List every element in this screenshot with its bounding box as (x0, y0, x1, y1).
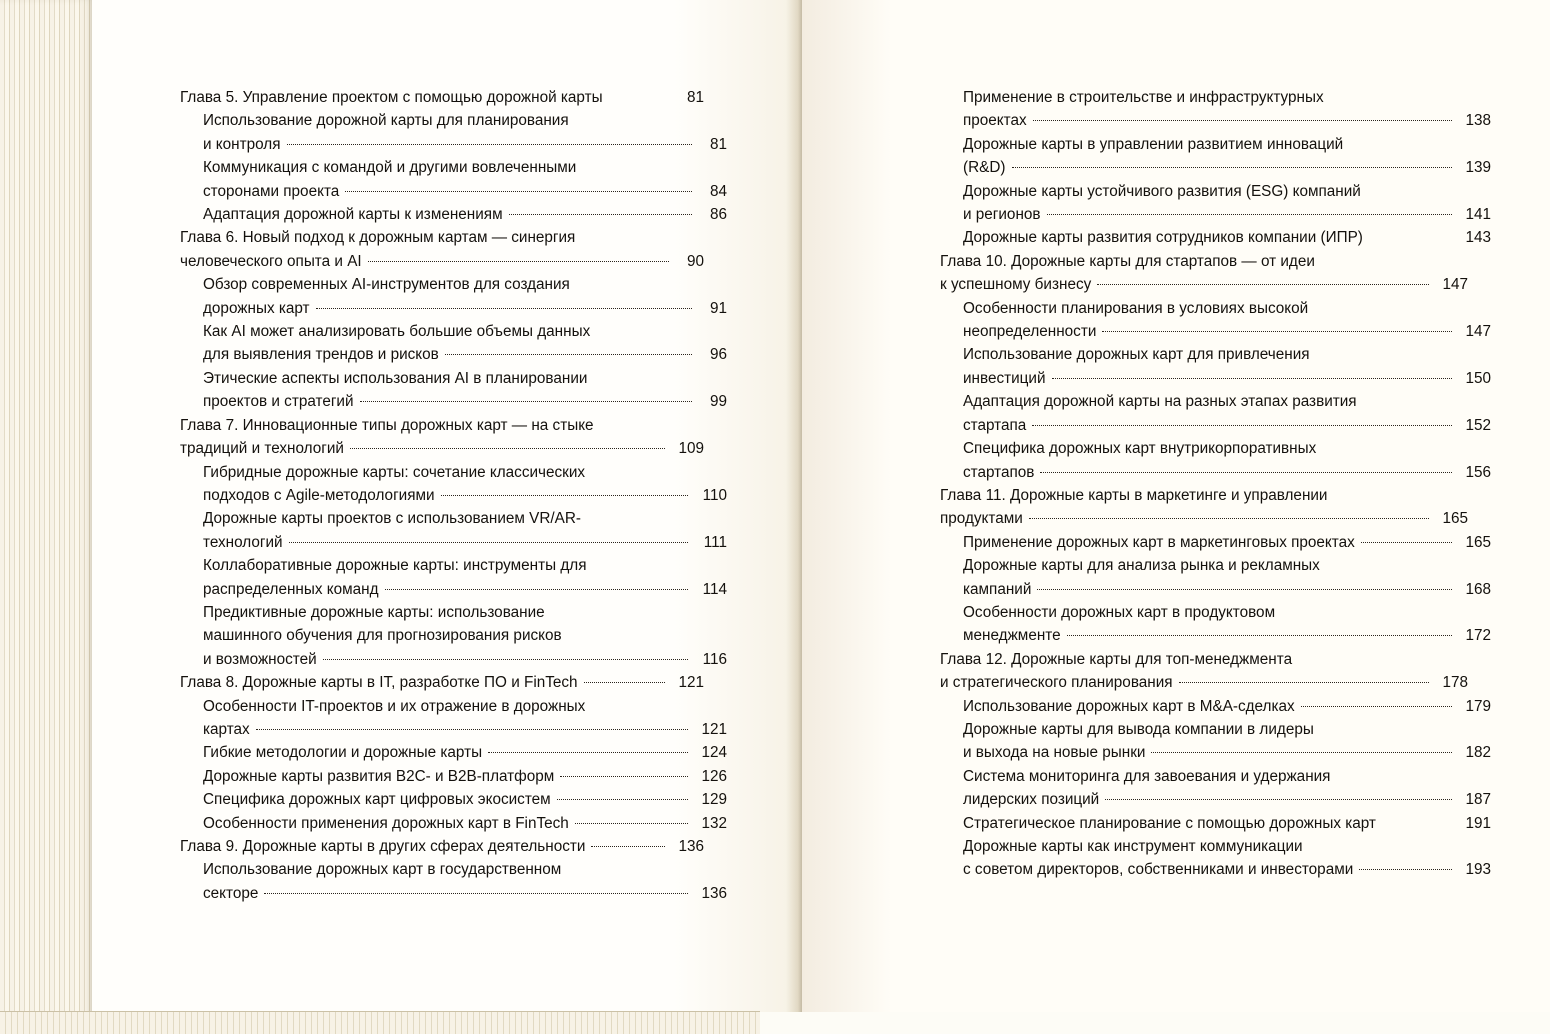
toc-entry (180, 320, 727, 343)
toc-entry (180, 133, 727, 156)
toc-dot-leader (1367, 191, 1456, 192)
toc-dot-leader (1033, 119, 1452, 121)
toc-dot-leader (560, 775, 688, 777)
toc-entry (940, 578, 1491, 601)
toc-entry-title: технологий (203, 533, 283, 551)
toc-dot-leader (1321, 261, 1433, 262)
toc-entry (180, 718, 727, 741)
toc-entry (940, 250, 1468, 273)
toc-dot-leader (551, 612, 692, 613)
toc-entry (940, 297, 1491, 320)
toc-entry-title: неопределенности (963, 323, 1097, 341)
toc-entry-title: менеджменте (963, 627, 1061, 645)
toc-entry-title: Адаптация дорожной карты на разных этапах развития (963, 393, 1357, 411)
toc-entry (940, 133, 1491, 156)
toc-entry-title: Особенности планирования в условиях высокой (963, 299, 1309, 317)
toc-right-column (940, 86, 1491, 882)
toc-entry-title: Дорожные карты для анализа рынка и рекламных (963, 557, 1320, 575)
toc-entry (180, 812, 727, 835)
toc-entry (180, 250, 704, 273)
toc-page-number: 126 (701, 767, 727, 785)
toc-dot-leader (1309, 846, 1456, 847)
toc-entry-title: Обзор современных AI-инструментов для создания (203, 276, 570, 294)
toc-entry (180, 203, 727, 226)
toc-dot-leader (1320, 729, 1456, 730)
toc-page-number: 91 (709, 299, 727, 317)
toc-entry-title: Использование дорожной карты для планирования (203, 112, 569, 130)
toc-entry (180, 648, 727, 671)
toc-entry-title: Глава 6. Новый подход к дорожным картам — синергия (180, 229, 576, 247)
toc-dot-leader (591, 472, 692, 473)
toc-dot-leader (1301, 705, 1452, 707)
toc-entry-title: Глава 5. Управление проектом с помощью дорожной карты (180, 89, 603, 106)
toc-entry-title: кампаний (963, 580, 1032, 598)
toc-entry-title: проектах (963, 112, 1027, 130)
toc-dot-leader (1097, 283, 1429, 285)
toc-entry (940, 507, 1468, 530)
toc-entry-title: Дорожные карты в управлении развитием инноваций (963, 135, 1344, 153)
toc-entry (940, 461, 1491, 484)
toc-left-column (180, 86, 727, 905)
toc-entry-title: Коммуникация с командой и другими вовлеченными (203, 159, 577, 177)
toc-dot-leader (1316, 354, 1456, 355)
toc-dot-leader (1361, 541, 1452, 543)
toc-entry-title: сторонами проекта (203, 182, 340, 200)
toc-entry (180, 671, 704, 694)
toc-page-number: 179 (1465, 697, 1491, 715)
toc-entry-title: и регионов (963, 206, 1041, 224)
toc-entry (180, 390, 727, 413)
toc-dot-leader (1322, 448, 1456, 449)
toc-page-number: 110 (702, 486, 727, 504)
toc-entry-title: Применение в строительстве и инфраструктурных (963, 89, 1324, 106)
toc-entry-title: машинного обучения для прогнозирования рисков (203, 627, 562, 645)
toc-page-number: 90 (686, 252, 704, 270)
toc-entry (940, 788, 1491, 811)
toc-entry (180, 156, 727, 179)
page-right (802, 0, 1550, 1012)
toc-dot-leader (1151, 751, 1452, 753)
toc-entry-title: проектов и стратегий (203, 393, 354, 411)
toc-entry-title: (R&D) (963, 159, 1006, 177)
toc-dot-leader (591, 706, 692, 707)
toc-dot-leader (587, 518, 692, 519)
toc-entry-title: секторе (203, 884, 259, 902)
toc-page-number: 129 (701, 791, 727, 809)
toc-entry-title: Дорожные карты проектов с использованием VR/AR- (203, 510, 582, 528)
toc-dot-leader (323, 658, 688, 660)
toc-entry (180, 180, 727, 203)
toc-entry-title: традиций и технологий (180, 440, 344, 458)
toc-entry-title: Использование дорожных карт в государственном (203, 861, 562, 879)
toc-entry (940, 273, 1468, 296)
toc-entry-title: Глава 7. Инновационные типы дорожных карт — на стыке (180, 416, 594, 434)
toc-page-number: 124 (701, 744, 727, 762)
toc-dot-leader (1012, 166, 1453, 168)
toc-dot-leader (1333, 495, 1433, 496)
toc-dot-leader (287, 143, 692, 145)
toc-dot-leader (1032, 424, 1452, 426)
toc-entry (940, 437, 1491, 460)
toc-entry-title: к успешному бизнесу (940, 276, 1092, 294)
toc-dot-leader (568, 635, 692, 636)
toc-entry (180, 484, 727, 507)
toc-entry (940, 180, 1491, 203)
toc-entry (940, 671, 1468, 694)
toc-page-number: 116 (702, 650, 727, 668)
toc-entry-title: Применение дорожных карт в маркетинговых проектах (963, 533, 1355, 551)
toc-page-number: 150 (1465, 369, 1491, 387)
toc-entry-title: инвестиций (963, 369, 1046, 387)
toc-entry (180, 835, 704, 858)
toc-page-number: 114 (702, 580, 727, 598)
toc-dot-leader (1179, 681, 1429, 683)
toc-dot-leader (368, 260, 669, 262)
toc-entry (180, 578, 727, 601)
toc-entry-title: Глава 11. Дорожные карты в маркетинге и управлении (940, 486, 1328, 504)
toc-dot-leader (1363, 401, 1456, 402)
toc-page-number: 86 (709, 206, 727, 224)
toc-entry (180, 109, 727, 132)
toc-entry (940, 414, 1491, 437)
toc-page-number: 136 (678, 838, 704, 855)
toc-entry (180, 531, 727, 554)
toc-entry-title: Глава 9. Дорожные карты в других сферах деятельности (180, 838, 586, 855)
toc-page-number: 139 (1465, 159, 1491, 177)
toc-entry-title: Система мониторинга для завоевания и удержания (963, 767, 1331, 785)
toc-entry (940, 624, 1491, 647)
toc-entry (180, 461, 727, 484)
toc-dot-leader (360, 400, 692, 402)
toc-entry-title: Использование дорожных карт для привлечения (963, 346, 1310, 364)
toc-entry-title: Предиктивные дорожные карты: использование (203, 603, 545, 621)
toc-entry (180, 86, 704, 109)
toc-dot-leader (581, 237, 669, 238)
toc-page-number: 147 (1442, 276, 1468, 294)
toc-entry-title: Глава 10. Дорожные карты для стартапов — от идеи (940, 252, 1315, 270)
toc-dot-leader (385, 588, 688, 590)
toc-page-number: 165 (1465, 533, 1491, 551)
toc-entry-title: картах (203, 720, 250, 738)
toc-entry (180, 601, 727, 624)
toc-entry-title: и стратегического планирования (940, 674, 1173, 692)
toc-entry (940, 320, 1491, 343)
toc-page-number: 138 (1465, 112, 1491, 130)
toc-dot-leader (1369, 237, 1452, 238)
toc-page-number: 168 (1465, 580, 1491, 598)
toc-entry-title: Дорожные карты как инструмент коммуникации (963, 838, 1303, 855)
toc-dot-leader (593, 378, 692, 379)
toc-dot-leader (1105, 798, 1452, 800)
toc-page-number: 132 (701, 814, 727, 832)
page-edge-stack-left (0, 0, 93, 1034)
toc-entry (940, 741, 1491, 764)
toc-dot-leader (593, 565, 693, 566)
toc-entry (940, 718, 1491, 741)
toc-entry (940, 367, 1491, 390)
toc-dot-leader (345, 190, 692, 192)
toc-entry-title: стартапов (963, 463, 1035, 481)
toc-page-number: 193 (1465, 861, 1491, 879)
toc-entry-title: Стратегическое планирование с помощью дорожных карт (963, 814, 1376, 832)
toc-entry (940, 203, 1491, 226)
toc-dot-leader (1359, 868, 1452, 870)
toc-entry-title: с советом директоров, собственниками и инвесторами (963, 861, 1354, 879)
toc-entry-title: Как AI может анализировать большие объемы данных (203, 323, 591, 341)
toc-entry (180, 554, 727, 577)
toc-dot-leader (488, 751, 688, 753)
toc-entry-title: и выхода на новые рынки (963, 744, 1146, 762)
toc-dot-leader (509, 213, 692, 215)
toc-dot-leader (1029, 517, 1429, 519)
toc-entry-title: распределенных команд (203, 580, 379, 598)
toc-page-number: 156 (1465, 463, 1491, 481)
toc-dot-leader (575, 822, 688, 824)
toc-entry (180, 297, 727, 320)
toc-dot-leader (289, 541, 688, 543)
toc-entry-title: Особенности дорожных карт в продуктовом (963, 603, 1276, 621)
toc-dot-leader (567, 869, 692, 870)
toc-entry-title: Глава 12. Дорожные карты для топ-менеджмента (940, 650, 1293, 668)
toc-entry (180, 343, 727, 366)
toc-page-number: 96 (709, 346, 727, 364)
toc-dot-leader (256, 728, 688, 730)
toc-dot-leader (1052, 377, 1452, 379)
toc-entry-title: Глава 8. Дорожные карты в IT, разработке ПО и FinTech (180, 674, 578, 692)
page-edge-stack-bottom (0, 1011, 760, 1034)
toc-entry (940, 390, 1491, 413)
toc-entry (940, 484, 1468, 507)
toc-page-number: 182 (1465, 744, 1491, 762)
toc-page-number: 84 (709, 182, 727, 200)
toc-page-number: 152 (1465, 416, 1491, 434)
toc-page-number: 121 (678, 674, 704, 692)
toc-entry-title: Дорожные карты развития сотрудников компании (ИПР) (963, 229, 1363, 247)
toc-dot-leader (1336, 776, 1456, 777)
toc-entry (180, 858, 727, 881)
toc-entry (940, 343, 1491, 366)
toc-entry (940, 695, 1491, 718)
toc-dot-leader (591, 845, 665, 847)
toc-dot-leader (1102, 330, 1452, 332)
toc-dot-leader (557, 798, 688, 800)
toc-dot-leader (596, 331, 692, 332)
toc-entry (180, 765, 727, 788)
toc-dot-leader (1067, 634, 1452, 636)
toc-page-number: 136 (701, 884, 727, 902)
toc-page-number: 81 (686, 89, 704, 106)
toc-entry (180, 882, 727, 905)
toc-entry-title: Дорожные карты для вывода компании в лидеры (963, 720, 1314, 738)
toc-dot-leader (1037, 588, 1452, 590)
toc-dot-leader (1314, 308, 1456, 309)
toc-entry (180, 695, 727, 718)
toc-entry-title: Использование дорожных карт в M&A-сделках (963, 697, 1295, 715)
toc-entry (940, 812, 1491, 835)
toc-entry (940, 86, 1491, 109)
toc-dot-leader (584, 681, 665, 683)
toc-dot-leader (1298, 659, 1433, 660)
toc-dot-leader (1040, 471, 1452, 473)
toc-entry-title: для выявления трендов и рисков (203, 346, 439, 364)
toc-entry-title: Гибридные дорожные карты: сочетание классических (203, 463, 586, 481)
toc-entry-title: Адаптация дорожной карты к изменениям (203, 206, 503, 224)
toc-page-number: 187 (1465, 791, 1491, 809)
toc-page-number: 99 (709, 393, 727, 411)
toc-dot-leader (576, 284, 692, 285)
toc-page-number: 178 (1442, 674, 1468, 692)
toc-entry (940, 765, 1491, 788)
toc-entry (940, 835, 1491, 858)
toc-dot-leader (316, 307, 692, 309)
toc-entry (180, 507, 727, 530)
toc-entry (940, 531, 1491, 554)
toc-entry-title: Специфика дорожных карт внутрикорпоративных (963, 440, 1317, 458)
toc-entry (940, 156, 1491, 179)
toc-entry-title: и контроля (203, 135, 281, 153)
toc-entry (940, 109, 1491, 132)
toc-page-number: 111 (703, 533, 727, 551)
toc-dot-leader (1047, 213, 1452, 215)
toc-dot-leader (1326, 565, 1456, 566)
toc-entry (940, 858, 1491, 881)
toc-entry-title: Этические аспекты использования AI в планировании (203, 369, 588, 387)
toc-dot-leader (1281, 612, 1456, 613)
toc-entry-title: стартапа (963, 416, 1027, 434)
toc-page-number: 143 (1465, 229, 1491, 247)
toc-dot-leader (350, 447, 665, 449)
toc-entry-title: Коллаборативные дорожные карты: инструменты для (203, 557, 587, 575)
toc-entry-title: Особенности IT-проектов и их отражение в дорожных (203, 697, 586, 715)
toc-entry (180, 414, 704, 437)
toc-dot-leader (600, 425, 669, 426)
toc-dot-leader (609, 97, 669, 98)
toc-entry-title: лидерских позиций (963, 791, 1100, 809)
toc-entry (940, 554, 1491, 577)
toc-page-number: 81 (709, 135, 727, 153)
toc-entry-title: Дорожные карты развития B2C- и B2B-платформ (203, 767, 555, 785)
toc-dot-leader (582, 167, 692, 168)
toc-page-number: 172 (1465, 627, 1491, 645)
toc-entry-title: Гибкие методологии и дорожные карты (203, 744, 483, 762)
toc-entry-title: Специфика дорожных карт цифровых экосистем (203, 791, 551, 809)
toc-dot-leader (264, 892, 688, 894)
toc-dot-leader (575, 120, 692, 121)
toc-page-number: 121 (701, 720, 727, 738)
toc-entry-title: и возможностей (203, 650, 317, 668)
toc-entry (180, 226, 704, 249)
toc-dot-leader (441, 494, 688, 496)
toc-page-number: 109 (678, 440, 704, 458)
toc-entry (940, 601, 1491, 624)
toc-entry-title: человеческого опыта и AI (180, 252, 362, 270)
toc-entry (180, 624, 727, 647)
toc-entry-title: продуктами (940, 510, 1023, 528)
toc-entry-title: подходов с Agile-методологиями (203, 486, 435, 504)
toc-dot-leader (1330, 97, 1456, 98)
toc-page-number: 147 (1465, 323, 1491, 341)
page-left (92, 0, 802, 1012)
toc-entry (180, 367, 727, 390)
toc-page-number: 191 (1465, 814, 1491, 832)
toc-entry (180, 273, 727, 296)
toc-entry (940, 226, 1491, 249)
toc-dot-leader (445, 353, 692, 355)
toc-dot-leader (1382, 823, 1452, 824)
toc-page-number: 165 (1442, 510, 1468, 528)
toc-entry-title: Дорожные карты устойчивого развития (ESG) компаний (963, 182, 1361, 200)
toc-entry (940, 648, 1468, 671)
toc-entry (180, 741, 727, 764)
toc-entry (180, 788, 727, 811)
toc-entry (180, 437, 704, 460)
toc-page-number: 141 (1465, 206, 1491, 224)
toc-entry-title: Особенности применения дорожных карт в FinTech (203, 814, 569, 832)
toc-entry-title: дорожных карт (203, 299, 310, 317)
toc-dot-leader (1349, 144, 1456, 145)
